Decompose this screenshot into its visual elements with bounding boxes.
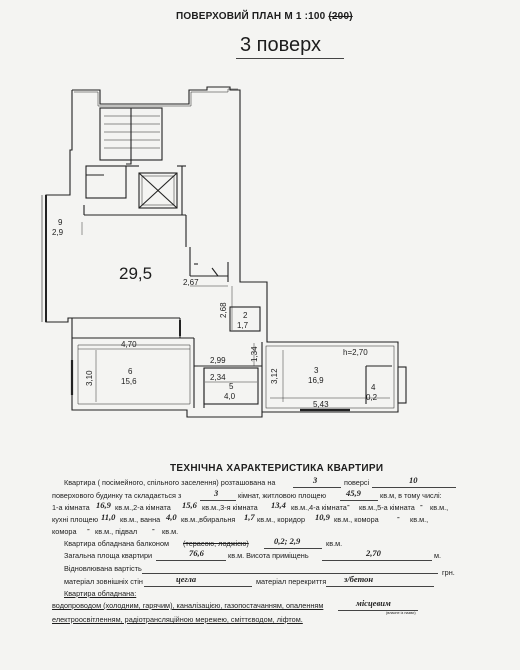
l11-small: (власне із назви) (386, 611, 416, 615)
dim-267: 2,67 (183, 278, 199, 287)
l1-b: поверсі (344, 478, 370, 487)
room5-area: 4,0 (224, 392, 236, 401)
l5-base: - (152, 524, 155, 534)
l4-wc: 1,7 (244, 512, 255, 522)
floor-label: 3 поверх (240, 34, 322, 56)
room3-no: 3 (314, 366, 319, 375)
room2-no: 2 (243, 311, 248, 320)
l4-a: кухні площею (52, 515, 99, 524)
plan-scale-struck: (200) (328, 11, 353, 22)
room4-area: 0,2 (366, 393, 378, 402)
l6-vals: 0,2; 2,9 (274, 536, 301, 546)
room6-no: 6 (128, 367, 133, 376)
l10: Квартира обладнана: (64, 589, 137, 598)
room2-area: 1,7 (237, 321, 249, 330)
l4-bath: 4,0 (166, 512, 177, 522)
room4-no: 4 (371, 383, 376, 392)
characteristics-title: ТЕХНІЧНА ХАРАКТЕРИСТИКА КВАРТИРИ (170, 463, 384, 474)
dim-234: 2,34 (210, 373, 226, 382)
dim-312: 3,12 (270, 368, 279, 384)
l12: електроосвітленням, радіотрансляційною мережею, сміттєводом, ліфтом. (52, 615, 303, 624)
l3-v4: - (347, 500, 350, 510)
room9-area: 2,9 (52, 228, 64, 237)
l3-d: кв.м.,4-а кімната (291, 503, 347, 512)
l6-b: (терасою, лоджією) (183, 539, 249, 548)
l3-v1: 16,9 (96, 500, 111, 510)
dim-310: 3,10 (85, 370, 94, 386)
l4-f: кв.м., (410, 515, 429, 524)
room-height: h=2,70 (343, 348, 368, 357)
l7-a: Загальна площа квартири (64, 551, 153, 560)
l4-corr: 10,9 (315, 512, 330, 522)
l3-a: 1-а кімната (52, 503, 90, 512)
dim-543: 5,43 (313, 400, 329, 409)
l11-a: водопроводом (холодним, гарячим), каналізацією, газопостачанням, опаленням (52, 601, 324, 610)
room5-no: 5 (229, 382, 234, 391)
l8-a: Відновлювана вартість (64, 564, 142, 573)
l3-e: кв.м.,5-а кімната (359, 503, 415, 512)
l3-v2: 15,6 (182, 500, 197, 510)
dim-268: 2,68 (219, 302, 228, 318)
l6-a: Квартира обладнана балконом (64, 539, 170, 548)
l7-c: м. (434, 551, 442, 560)
l5-b: кв.м., підвал (95, 527, 138, 536)
l7-height: 2,70 (366, 548, 381, 558)
l9-b: матеріал перекриття (256, 577, 327, 586)
l1-a: Квартира ( посімейного, спільного заселення) розташована на (64, 478, 276, 487)
l11-heat: місцевим (356, 598, 391, 608)
l3-b: кв.м.,2-а кімната (115, 503, 171, 512)
l1-floor: 3 (313, 475, 318, 485)
l2-living: 45,9 (346, 488, 361, 498)
l9-a: матеріал зовнішніх стін (64, 577, 143, 586)
l3-c: кв.м.,3-я кімната (202, 503, 258, 512)
l3-f: кв.м., (430, 503, 449, 512)
l4-c: кв.м.,вбиральня (181, 515, 236, 524)
l5-a: комора (52, 527, 77, 536)
l3-v3: 13,4 (271, 500, 286, 510)
l8-b: грн. (442, 568, 455, 577)
l9-floor: з/бетон (344, 574, 374, 584)
l2-rooms: 3 (214, 488, 219, 498)
l7-total: 76,6 (189, 548, 204, 558)
l9-walls: цегла (176, 574, 197, 584)
dim-299: 2,99 (210, 356, 226, 365)
plan-title-text: ПОВЕРХОВИЙ ПЛАН М 1 :100 (176, 11, 326, 22)
l5-c: кв.м. (162, 527, 179, 536)
l7-b: кв.м. Висота приміщень (228, 551, 309, 560)
l2-b: кімнат, житловою площею (238, 491, 327, 500)
dim-134: 1,34 (250, 346, 259, 362)
l4-kitchen: 11,0 (101, 512, 116, 522)
room-main-area: 29,5 (119, 264, 153, 283)
l4-e: кв.м., комора (334, 515, 379, 524)
l3-v5: - (420, 500, 423, 510)
l5-stor2: - (87, 524, 90, 534)
l2-a: поверхового будинку та складається з (52, 491, 182, 500)
room3-area: 16,9 (308, 376, 324, 385)
l4-b: кв.м., ванна (120, 515, 161, 524)
l4-stor: - (397, 512, 400, 522)
dim-470: 4,70 (121, 340, 137, 349)
l6-c: кв.м. (326, 539, 343, 548)
room9-no: 9 (58, 218, 63, 227)
l4-d: кв.м., коридор (257, 515, 306, 524)
l1-total: 10 (409, 475, 418, 485)
room6-area: 15,6 (121, 377, 137, 386)
l2-c: кв.м, в тому числі: (380, 491, 442, 500)
